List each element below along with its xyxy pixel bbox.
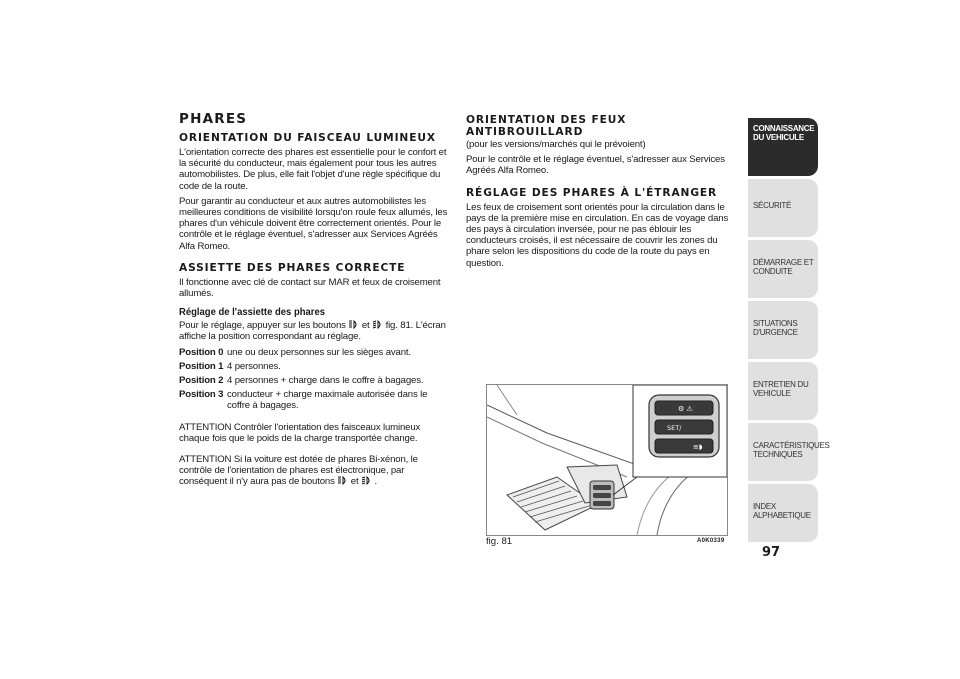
tab-label-line2: TECHNIQUES bbox=[753, 450, 803, 459]
svg-text:≡◗: ≡◗ bbox=[693, 443, 703, 451]
paragraph-orientation-1: L'orientation correcte des phares est essentielle pour le confort et la sécurité du conducteur, mais également pour tous les autres automobilistes. De plus, elle fait l'objet d'une règle spécifique du code de la route. bbox=[179, 147, 447, 192]
tab-caracteristiques-techniques[interactable] bbox=[746, 423, 830, 481]
paragraph-antibrouillard-controle: Pour le contrôle et le réglage éventuel, s'adresser aux Services Agréés Alfa Romeo. bbox=[466, 154, 725, 177]
heading-reglage-assiette: Réglage de l'assiette des phares bbox=[179, 307, 326, 319]
chapter-sidebar bbox=[746, 118, 830, 545]
attention-note-1: ATTENTION Contrôler l'orientation des faisceaux lumineux chaque fois que le poids de la charge transportée change. bbox=[179, 421, 421, 444]
position-text: 4 personnes. bbox=[227, 360, 281, 372]
heading-reglage-etranger: RÉGLAGE DES PHARES À L'ÉTRANGER bbox=[466, 186, 718, 199]
page-number: 97 bbox=[762, 545, 781, 560]
tab-label-line2: DU VEHICULE bbox=[753, 133, 804, 142]
tab-index-alphabetique[interactable] bbox=[746, 484, 818, 542]
tab-situations-urgence[interactable] bbox=[746, 301, 818, 359]
section-title-phares: PHARES bbox=[179, 111, 248, 127]
position-label: Position 2 bbox=[179, 375, 224, 387]
headlight-down-icon bbox=[337, 476, 348, 485]
position-row-1 bbox=[179, 361, 449, 372]
position-text: une ou deux personnes sur les sièges avant. bbox=[227, 346, 411, 358]
tab-label-line1: SÉCURITÉ bbox=[753, 201, 792, 210]
position-text: conducteur + charge maximale autorisée dans le coffre à bagages. bbox=[227, 389, 428, 412]
paragraph-reglage bbox=[179, 320, 449, 342]
attention-note-2 bbox=[179, 454, 449, 488]
dashboard-illustration bbox=[487, 385, 727, 535]
paragraph-assiette: Il fonctionne avec clé de contact sur MAR et feux de croisement allumés. bbox=[179, 276, 441, 300]
tab-label-line1: SITUATIONS bbox=[753, 319, 798, 328]
heading-antibrouillard-1: ORIENTATION DES FEUX bbox=[466, 114, 627, 126]
position-row-2 bbox=[179, 375, 449, 386]
headlight-down-icon bbox=[348, 320, 359, 329]
tab-demarrage-conduite[interactable] bbox=[746, 240, 818, 298]
tab-entretien-vehicule[interactable] bbox=[746, 362, 818, 420]
paragraph-reglage-etranger: Les feux de croisement sont orientés pour la circulation dans le pays de la première mise en circulation. En cas de voyage dans des pays à circulation inversée, pour ne pas éblouir les conducteurs croisés, il est nécessaire de couvrir les zones du phare selon les dispositions du code de la route du pays en question. bbox=[466, 201, 729, 269]
reglage-text-b: et bbox=[361, 320, 370, 332]
tab-label-line2: VEHICULE bbox=[753, 389, 791, 398]
position-label: Position 3 bbox=[179, 389, 224, 401]
attention2-text-c: . bbox=[374, 476, 378, 488]
tab-label-line1: CONNAISSANCE bbox=[753, 124, 815, 133]
figure-caption: fig. 81 bbox=[486, 536, 513, 547]
headlight-up-icon bbox=[361, 476, 372, 485]
position-label: Position 1 bbox=[179, 360, 224, 372]
tab-label-line1: CARACTÉRISTIQUES bbox=[753, 441, 830, 450]
tab-label-line2: CONDUITE bbox=[753, 267, 793, 276]
reglage-text-c: fig. 81. L'écran affiche la position correspondant au réglage. bbox=[179, 320, 446, 343]
heading-orientation-faisceau: ORIENTATION DU FAISCEAU LUMINEUX bbox=[179, 132, 436, 144]
right-column bbox=[466, 112, 740, 273]
paragraph-orientation-2: Pour garantir au conducteur et aux autres automobilistes les meilleures conditions de visibilité lorsqu'on roule feux allumés, les phares d'un véhicule doivent être correctement orientés. Pour le contrôle et le réglage éventuel, s'adresser aux Services Agréés Alfa Romeo. bbox=[179, 195, 448, 252]
position-text: 4 personnes + charge dans le coffre à bagages. bbox=[227, 375, 424, 387]
attention2-text-b: et bbox=[350, 476, 359, 488]
tab-label-line2: ALPHABETIQUE bbox=[753, 511, 811, 520]
position-label: Position 0 bbox=[179, 346, 224, 358]
tab-securite[interactable] bbox=[746, 179, 818, 237]
tab-label-line1: INDEX bbox=[753, 502, 776, 511]
heading-assiette-correcte: ASSIETTE DES PHARES CORRECTE bbox=[179, 261, 406, 274]
paragraph-antibrouillard-versions: (pour les versions/marchés qui le prévoient) bbox=[466, 139, 646, 150]
tab-connaissance-vehicule[interactable] bbox=[746, 118, 818, 176]
positions-list bbox=[179, 347, 449, 412]
heading-antibrouillard-2: ANTIBROUILLARD bbox=[466, 126, 584, 138]
left-column bbox=[179, 112, 449, 492]
svg-text:⚙ ⚠: ⚙ ⚠ bbox=[678, 405, 693, 413]
set-label: SET/ bbox=[667, 424, 682, 432]
position-row-0 bbox=[179, 347, 449, 358]
figure-code: A0K0339 bbox=[697, 538, 725, 544]
reglage-text-a: Pour le réglage, appuyer sur les boutons bbox=[179, 320, 346, 332]
tab-label-line1: DÉMARRAGE ET bbox=[753, 258, 814, 267]
position-row-3 bbox=[179, 389, 449, 411]
figure-81-image bbox=[486, 384, 728, 536]
tab-label-line2: D'URGENCE bbox=[753, 328, 798, 337]
headlight-up-icon bbox=[372, 320, 383, 329]
attention2-text-a: ATTENTION Si la voiture est dotée de phares Bi-xénon, le contrôle de l'orientation de phares est électronique, par conséquent il n'y aura pas de boutons bbox=[179, 454, 418, 488]
tab-label-line1: ENTRETIEN DU bbox=[753, 380, 809, 389]
